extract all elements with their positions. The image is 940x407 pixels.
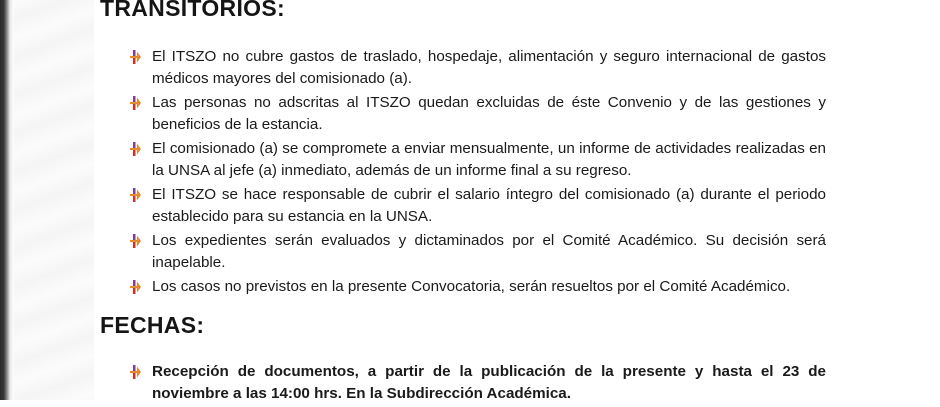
arrow-bullet-icon xyxy=(128,96,142,110)
list-item xyxy=(126,92,826,136)
section-title-transitorios: TRANSITORIOS: xyxy=(100,0,285,21)
arrow-bullet-icon xyxy=(128,188,142,202)
list-item xyxy=(126,230,826,274)
list-item-text: El ITSZO no cubre gastos de traslado, hospedaje, alimentación y seguro internacional de gastos médicos mayores del comisionado (a). xyxy=(152,48,826,87)
list-item-text: El ITSZO se hace responsable de cubrir el salario íntegro del comisionado (a) durante el periodo establecido para su estancia en la UNSA. xyxy=(152,186,826,225)
list-item-text: Recepción de documentos, a partir de la publicación de la presente y hasta el 23 de noviembre a las 14:00 hrs. En la Subdirección Académica. xyxy=(152,363,826,402)
arrow-bullet-icon xyxy=(128,280,142,294)
transitorios-list xyxy=(126,46,826,300)
fechas-list xyxy=(126,361,826,407)
list-item xyxy=(126,138,826,182)
list-item-text: Los expedientes serán evaluados y dictaminados por el Comité Académico. Su decisión será inapelable. xyxy=(152,232,826,271)
list-item xyxy=(126,276,826,298)
arrow-bullet-icon xyxy=(128,142,142,156)
watermark-background xyxy=(14,0,94,400)
scanned-page-edge xyxy=(0,0,14,400)
list-item xyxy=(126,184,826,228)
section-title-fechas: FECHAS: xyxy=(100,312,205,338)
arrow-bullet-icon xyxy=(128,234,142,248)
list-item-text: Los casos no previstos en la presente Convocatoria, serán resueltos por el Comité Académico. xyxy=(152,278,791,295)
list-item xyxy=(126,361,826,405)
list-item-text: El comisionado (a) se compromete a enviar mensualmente, un informe de actividades realizadas en la UNSA al jefe (a) inmediato, además de un informe final a su regreso. xyxy=(152,140,826,179)
arrow-bullet-icon xyxy=(128,365,142,379)
list-item-text: Las personas no adscritas al ITSZO quedan excluidas de éste Convenio y de las gestiones y beneficios de la estancia. xyxy=(152,94,826,133)
arrow-bullet-icon xyxy=(128,50,142,64)
list-item xyxy=(126,46,826,90)
